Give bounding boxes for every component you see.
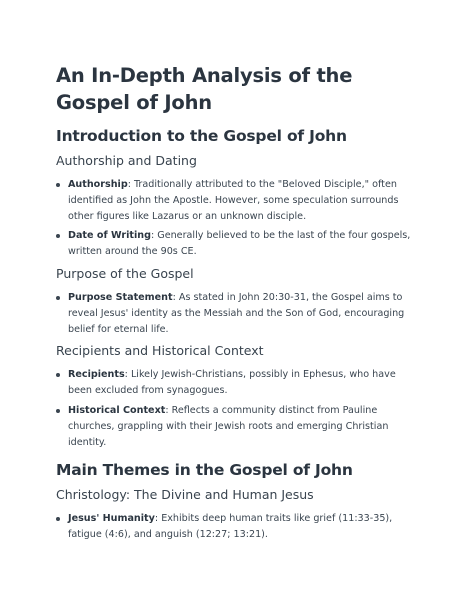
section-heading-main-themes: Main Themes in the Gospel of John xyxy=(56,461,353,480)
list-item-term: Historical Context xyxy=(68,404,166,416)
list-item-text: : As stated in John 20:30-31, the Gospel aims to reveal Jesus' identity as the Messiah and the Son of God, encouraging belief for eternal life. xyxy=(68,291,405,335)
list-item-text: : Exhibits deep human traits like grief (11:33-35), fatigue (4:6), and anguish (12:27; 13:21). xyxy=(68,513,393,541)
document-title: An In-Depth Analysis of the Gospel of John xyxy=(56,64,353,114)
list-item xyxy=(56,177,420,224)
subsection-heading-purpose: Purpose of the Gospel xyxy=(56,265,194,281)
bullet-icon xyxy=(56,409,60,413)
subsection-heading-authorship-dating: Authorship and Dating xyxy=(56,153,197,168)
list-item xyxy=(56,511,420,543)
list-item-text: : Traditionally attributed to the "Beloved Disciple," often identified as John the Apostle. However, some speculation surrounds other figures like Lazarus or an unknown disciple. xyxy=(68,179,399,222)
list-item-term: Date of Writing xyxy=(68,230,151,242)
bullet-list-purpose xyxy=(56,290,420,337)
subsection-heading-christology: Christology: The Divine and Human Jesus xyxy=(56,487,314,503)
list-item-term: Jesus' Humanity xyxy=(68,513,155,525)
bullet-icon xyxy=(56,296,60,300)
list-item-text: : Likely Jewish-Christians, possibly in Ephesus, who have been excluded from synagogues. xyxy=(68,369,396,397)
list-item xyxy=(56,290,420,337)
list-item-text: : Reflects a community distinct from Pauline churches, grappling with their Jewish roots and emerging Christian identity. xyxy=(68,404,389,448)
bullet-list-recipients-context xyxy=(56,367,420,450)
bullet-icon xyxy=(56,373,60,377)
section-heading-introduction: Introduction to the Gospel of John xyxy=(56,127,347,145)
bullet-icon xyxy=(56,183,60,187)
bullet-icon xyxy=(56,234,60,238)
list-item xyxy=(56,403,420,450)
subsection-heading-recipients-context: Recipients and Historical Context xyxy=(56,343,264,359)
list-item xyxy=(56,228,420,260)
bullet-list-christology xyxy=(56,511,420,543)
list-item-term: Authorship xyxy=(68,179,128,190)
list-item-term: Purpose Statement xyxy=(68,291,173,303)
bullet-list-authorship-dating xyxy=(56,177,420,260)
list-item-text: : Generally believed to be the last of the four gospels, written around the 90s CE. xyxy=(68,230,411,258)
bullet-icon xyxy=(56,517,60,521)
list-item-term: Recipients xyxy=(68,369,125,381)
list-item xyxy=(56,367,420,399)
